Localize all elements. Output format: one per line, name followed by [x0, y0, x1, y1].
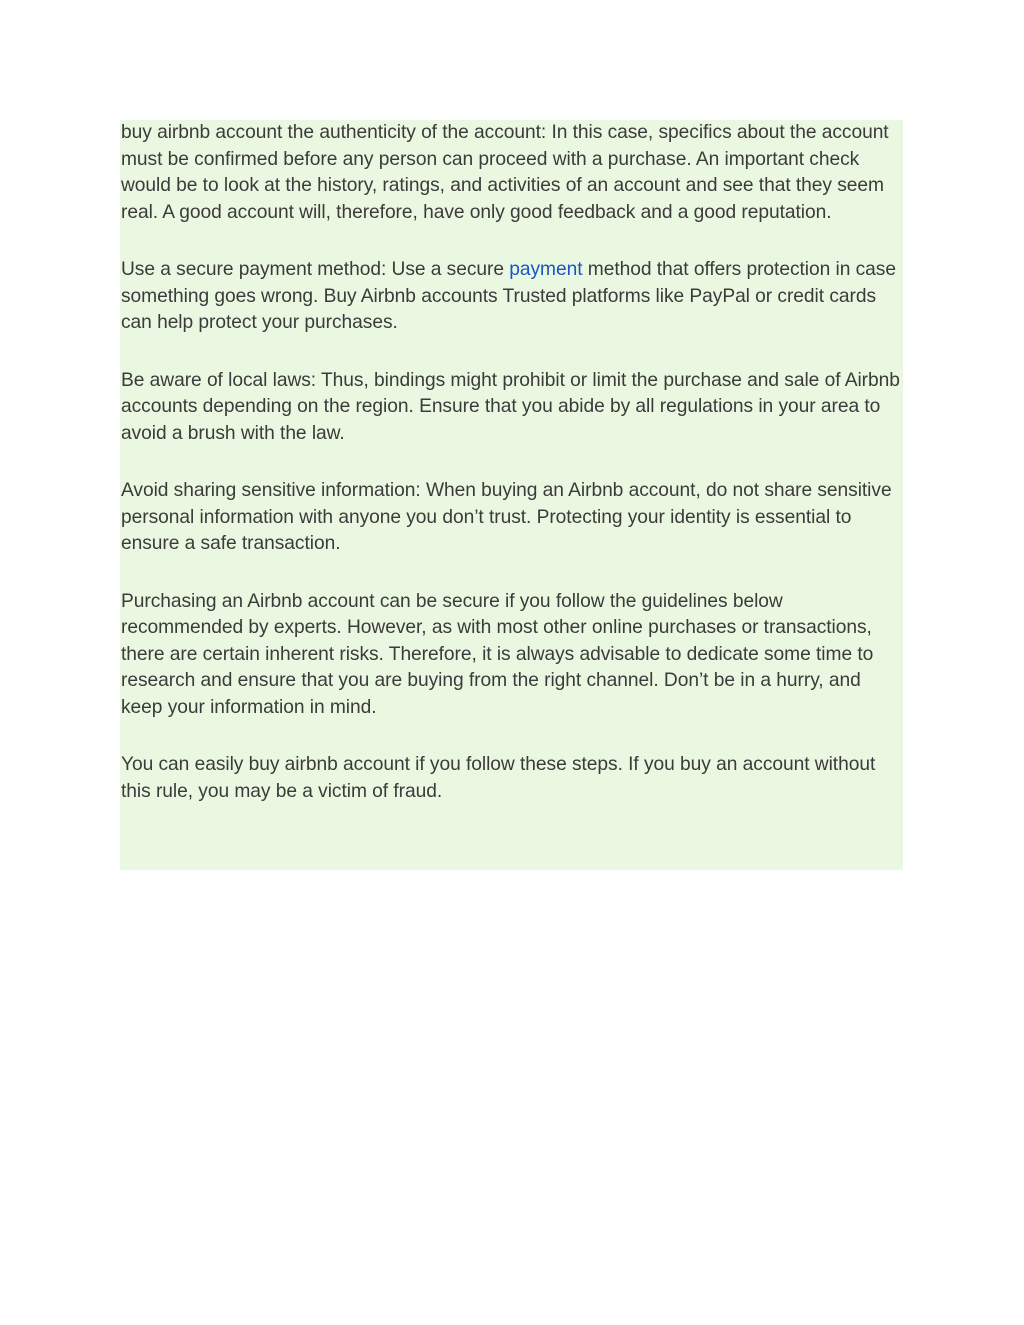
paragraph-secure-payment-intro: Use a secure payment method: Use a secure — [121, 259, 510, 280]
paragraph-secure-payment-rest: method that offers protection in case something goes wrong. Buy Airbnb accounts Trusted platforms like PayPal or credit cards can help protect your purchases. — [121, 259, 896, 333]
paragraph-conclusion: You can easily buy airbnb account if you follow these steps. If you buy an account without this rule, you may be a victim of fraud. — [121, 754, 876, 802]
paragraph-account-authenticity: buy airbnb account the authenticity of the account: In this case, specifics about the account must be confirmed before any person can proceed with a purchase. An important check would be to look at the history, ratings, and activities of an account and see that they seem real. A good account will, therefore, have only good feedback and a good reputation. — [121, 122, 889, 223]
paragraph-sensitive-information: Avoid sharing sensitive information: When buying an Airbnb account, do not share sensitive personal information with anyone you don’t trust. Protecting your identity is essential to ensure a safe transaction. — [121, 480, 892, 554]
paragraph-secure-payment — [121, 257, 903, 337]
highlighted-text-block — [120, 120, 903, 870]
payment-link[interactable]: payment — [509, 259, 583, 280]
paragraph-purchasing-guidelines: Purchasing an Airbnb account can be secure if you follow the guidelines below recommended by experts. However, as with most other online purchases or transactions, there are certain inherent risks. Therefore, it is always advisable to dedicate some time to research and ensure that you are buying from the right channel. Don’t be in a hurry, and keep your information in mind. — [121, 590, 874, 718]
paragraph-local-laws: Be aware of local laws: Thus, bindings might prohibit or limit the purchase and sale of Airbnb accounts depending on the region. Ensure that you abide by all regulations in your area to avoid a brush with the law. — [121, 369, 900, 444]
